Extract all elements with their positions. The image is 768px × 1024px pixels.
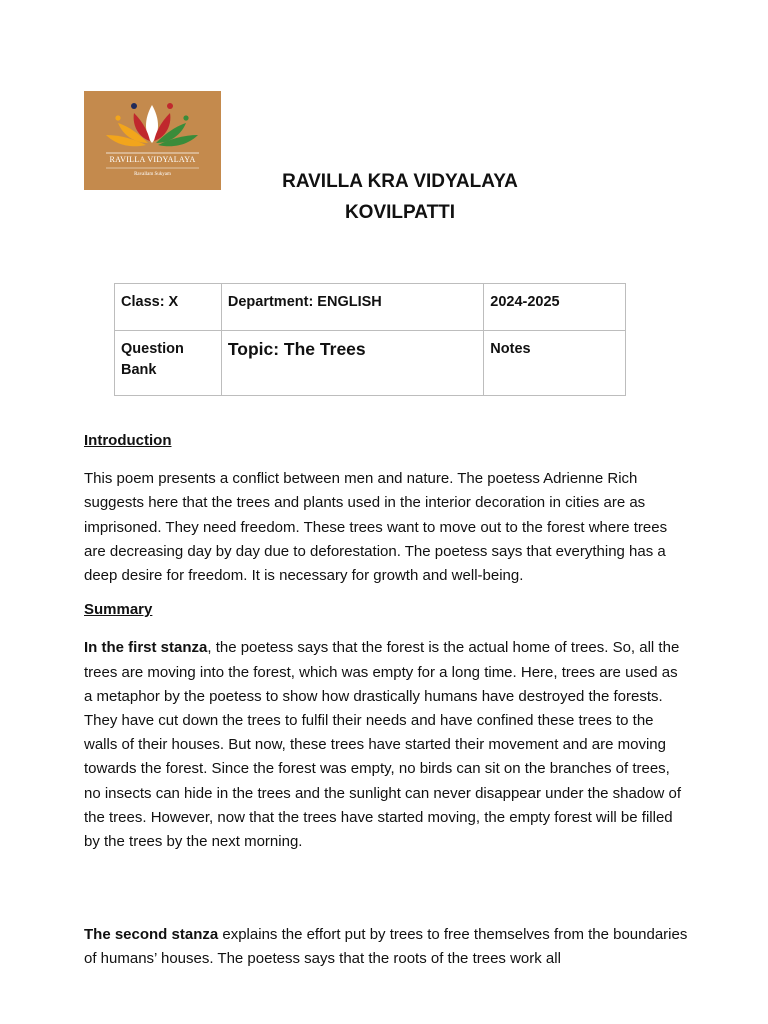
logo-name: RAVILLA VIDYALAYA — [109, 155, 196, 164]
logo-tagline: Ravallam Sukyam — [134, 172, 171, 177]
school-name: RAVILLA KRA VIDYALAYA — [282, 171, 518, 192]
year-cell: 2024-2025 — [484, 284, 626, 331]
info-row — [115, 284, 626, 331]
stanza-two-lead: The second stanza — [84, 926, 219, 944]
info-row — [115, 331, 626, 396]
department-cell: Department: ENGLISH — [221, 284, 483, 331]
material-cell: Notes — [484, 331, 626, 396]
stanza-one-paragraph — [84, 636, 689, 854]
stanza-two-text: explains the effort put by trees to free themselves from the boundaries of humans’ houses. The poetess says that the roots of the trees work all — [84, 926, 688, 968]
stanza-one-lead: In the first stanza — [84, 639, 208, 657]
summary-heading: Summary — [84, 601, 153, 619]
type-cell: Question Bank — [115, 331, 222, 396]
stanza-one-text: , the poetess says that the forest is the actual home of trees. So, all the trees are moving into the forest, which was empty for a long time. Here, trees are used as a metaphor by the poetess to show how drastically humans have destroyed the forests. They have cut down the trees to fulfil their needs and have confined these trees to the walls of their houses. But now, these trees have started their movement and are moving towards the forest. Since the forest was empty, no birds can sit on the branches of trees, no insects can hide in the trees and the sunlight can never disappear under the shadow of the trees. However, now that the trees have started moving, the empty forest will be filled by the trees by the next morning. — [84, 639, 682, 851]
document-body — [84, 429, 689, 972]
school-location: KOVILPATTI — [344, 202, 456, 223]
topic-cell: Topic: The Trees — [221, 331, 483, 396]
info-table — [114, 283, 626, 396]
introduction-paragraph: This poem presents a conflict between men and nature. The poetess Adrienne Rich suggests here that the trees and plants used in the interior decoration in cities are as imprisoned. They need freedom. These trees want to move out to the forest where trees are decreasing day by day due to deforestation. The poetess says that everything has a deep desire for freedom. It is necessary for growth and well-being. — [84, 470, 668, 585]
stanza-two-paragraph — [84, 923, 689, 971]
introduction-heading: Introduction — [84, 432, 172, 449]
class-cell: Class: X — [115, 284, 222, 331]
